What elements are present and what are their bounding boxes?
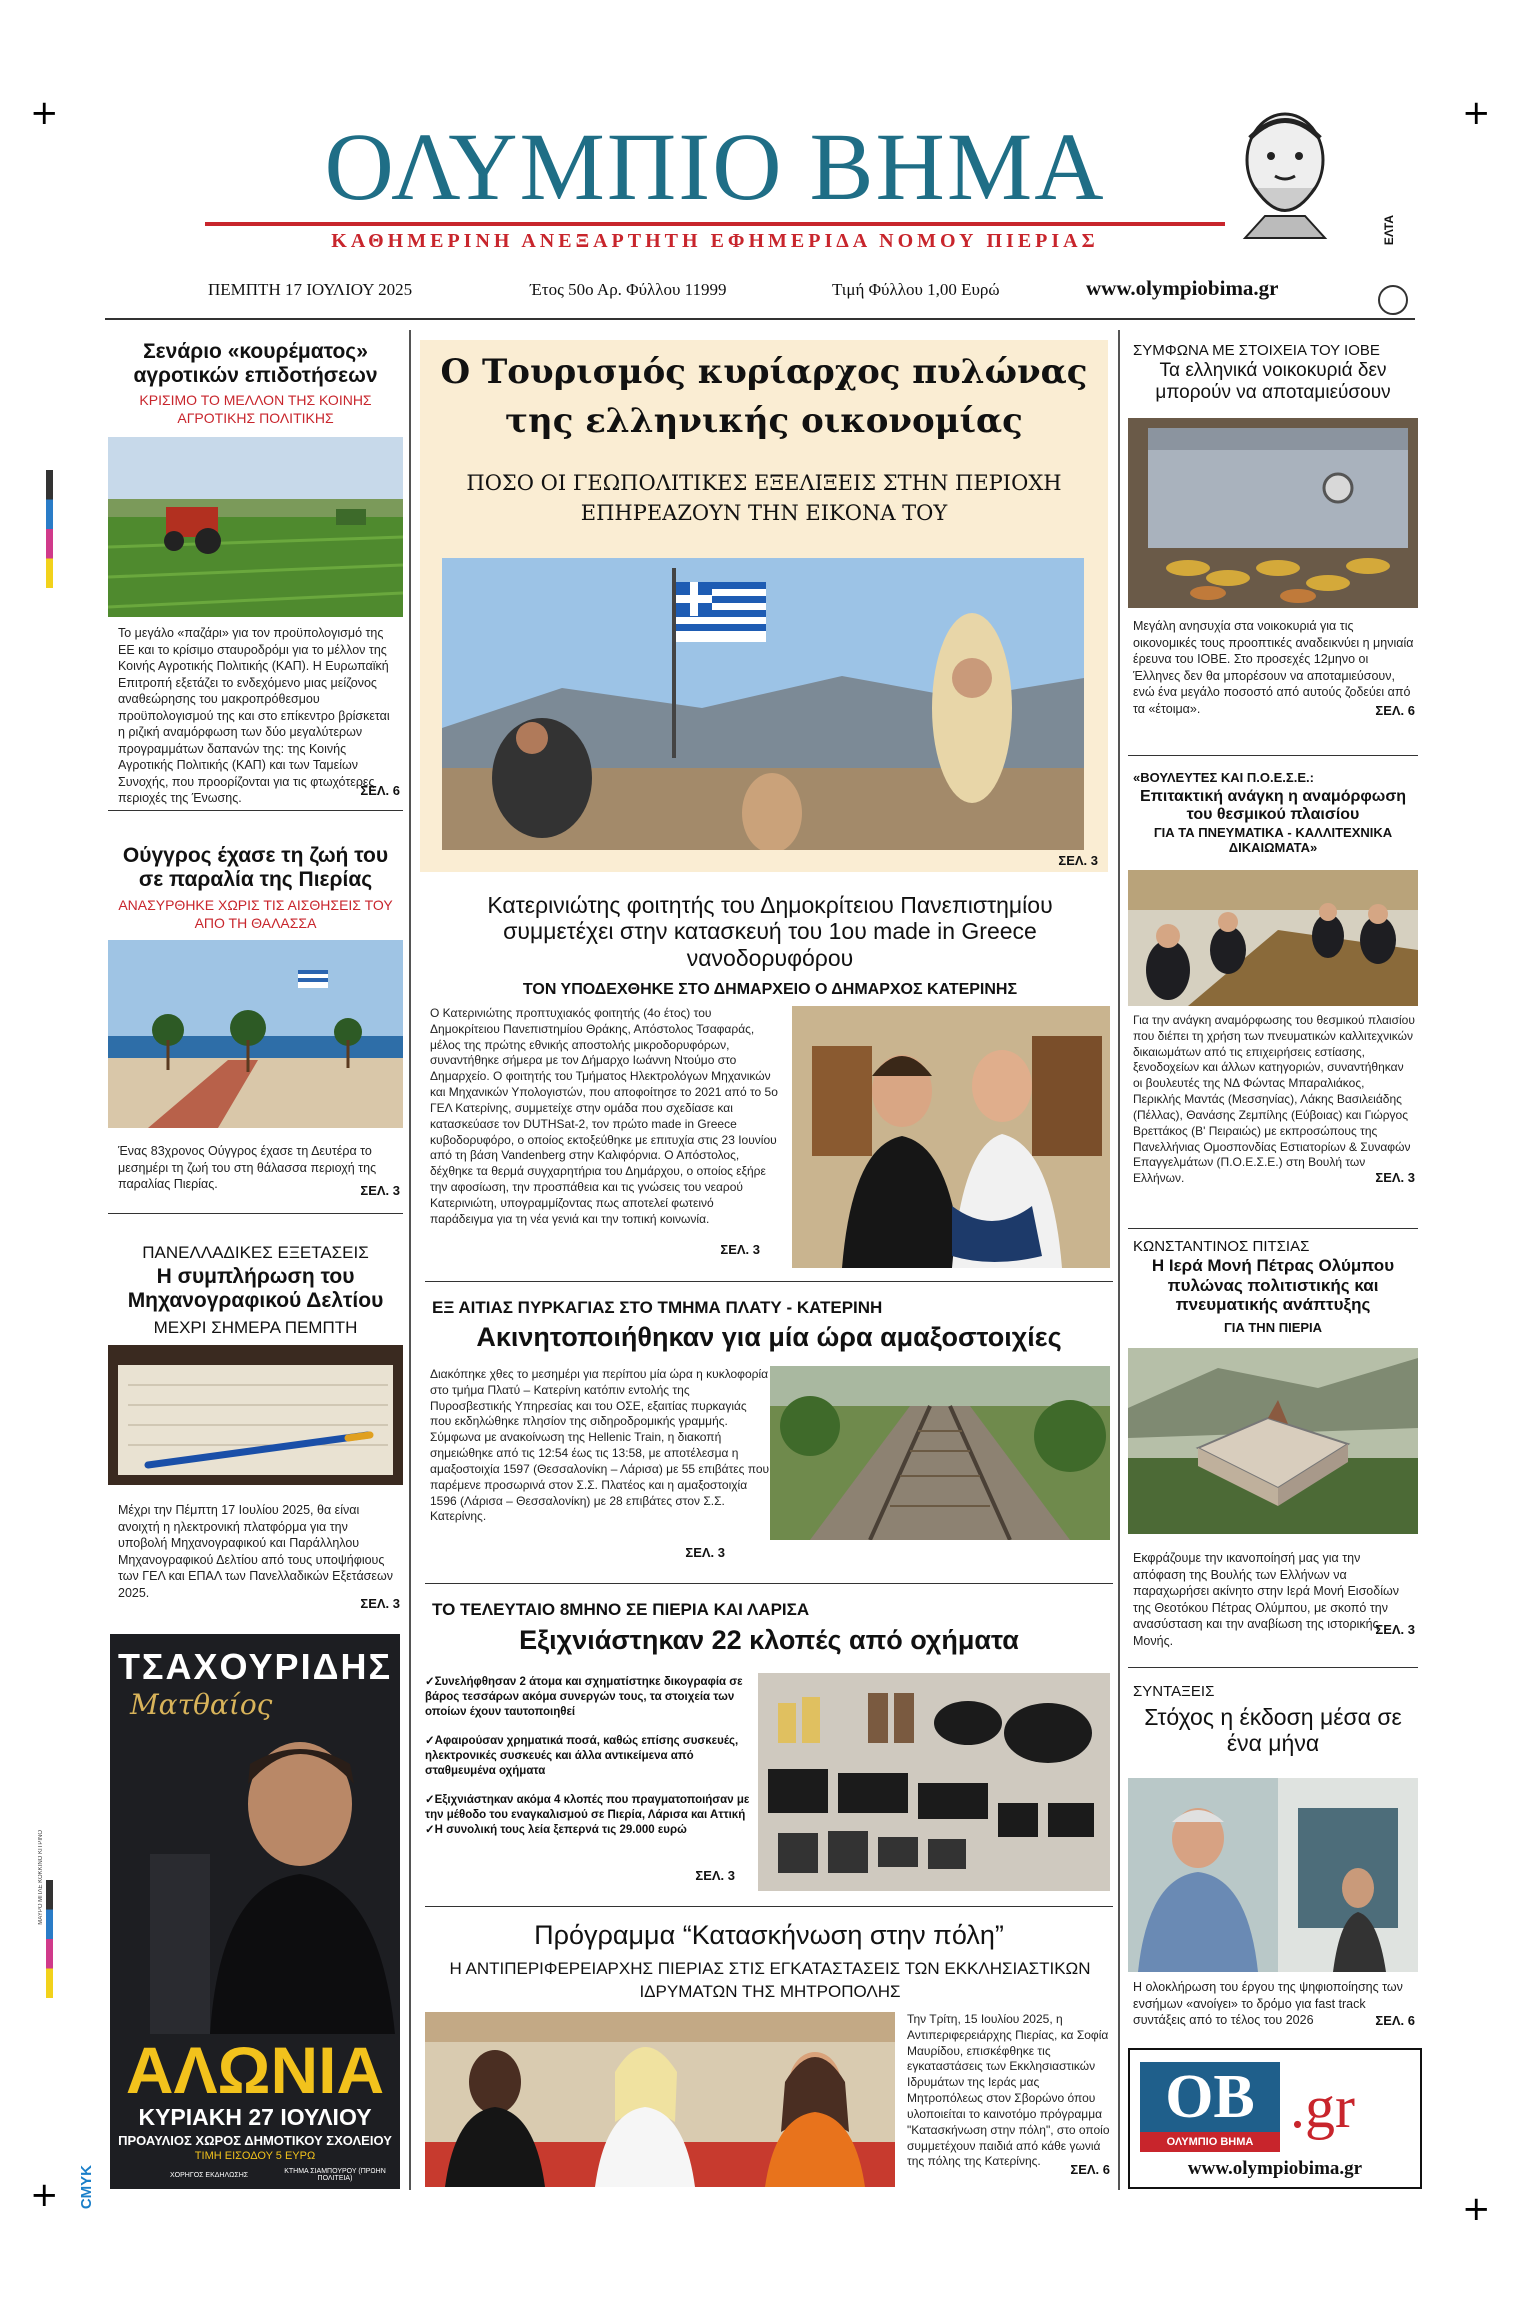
right-rule-1	[1128, 755, 1418, 756]
drowning-page-ref[interactable]: ΣΕΛ. 3	[360, 1183, 400, 1198]
tourism-subheadline: ΠΟΣΟ ΟΙ ΓΕΩΠΟΛΙΤΙΚΕΣ ΕΞΕΛΙΞΕΙΣ ΣΤΗΝ ΠΕΡΙΟΧΗ ΕΠΗΡΕΑΖΟΥΝ ΤΗΝ ΕΙΚΟΝΑ ΤΟΥ	[466, 471, 1062, 526]
tourism-feature-box	[420, 340, 1108, 872]
cmyk-label-side: ΜΑΥΡΟ ΜΠΛΕ ΚΟΚΚΙΝΟ ΚΙΤΡΙΝΟ	[38, 1830, 44, 1925]
elta-badge: ΕΛΤΑ	[1382, 215, 1396, 246]
trains-body: Διακόπηκε χθες το μεσημέρι για περίπου μία ώρα η κυκλοφορία στο τμήμα Πλατύ – Κατερίνη κατόπιν εντολής της Πυροσβεστικής Υπηρεσίας και του ΟΣΕ, εξαιτίας πυρκαγιάς που εκδηλώθηκε πλησίον της σιδηροδρομικής γραμμής. Σύμφωνα με ανακοίνωση της Hellenic Train, η διακοπή σημειώθηκε από τις 12:54 έως τις 13:58, με αποτέλεσμα η αμαξοστοιχία 1597 (Θεσσαλονίκη – Λάρισα) με 55 επιβάτες που παρέμενε προσωρινά στον Σ.Σ. Πλατέος και η αμαξοστοιχία 1596 (Λάρισα – Θεσσαλονίκη) με 28 επιβάτες στον Σ.Σ. Κατερίνης.	[430, 1367, 770, 1524]
cap-body: Το μεγάλο «παζάρι» για τον προϋπολογισμό της ΕΕ και το κρίσιμο σταυροδρόμι για το μέλλον της Κοινής Αγροτικής Πολιτικής (ΚΑΠ). Η Ευρωπαϊκή Επιτροπή εξετάζει το ενδεχόμενο μιας μείζονος αναθεώρησης του μακροπρόθεσμου προϋπολογισμού της και στο επίκεντρο βρίσκεται η ριζική αναμόρφωση των δύο μεγαλύτερων προγραμμάτων δαπανών της: της Κοινής Αγροτικής Πολιτικής (ΚΑΠ) και των Ταμείων Συνοχής, που προορίζονται για τις φτωχότερες περιοχές της Ένωσης.	[118, 626, 390, 805]
issue-date: ΠΕΜΠΤΗ 17 ΙΟΥΛΙΟΥ 2025	[208, 280, 413, 299]
iove-kicker: ΣΥΜΦΩΝΑ ΜΕ ΣΤΟΙΧΕΙΑ ΤΟΥ ΙΟΒΕ	[1133, 342, 1380, 359]
student-subheadline: ΤΟΝ ΥΠΟΔΕΧΘΗΚΕ ΣΤΟ ΔΗΜΑΡΧΕΙΟ Ο ΔΗΜΑΡΧΟΣ ΚΑΤΕΡΙΝΗΣ	[522, 981, 1018, 998]
stamp-icon	[1378, 285, 1408, 315]
camp-visit-photo	[425, 2012, 895, 2187]
student-page-ref[interactable]: ΣΕΛ. 3	[720, 1242, 760, 1257]
tourism-headline[interactable]: Ο Τουρισμός κυρίαρχος πυλώνας της ελληνικής οικονομίας	[440, 352, 1088, 442]
iove-headline[interactable]: Τα ελληνικά νοικοκυριά δεν μπορούν να αποταμιεύσουν	[1155, 360, 1391, 403]
ob-logo-text: ΟΒ	[1165, 2063, 1255, 2131]
monastery-page-ref[interactable]: ΣΕΛ. 3	[1375, 1622, 1415, 1637]
issue-number: Έτος 50ο Αρ. Φύλλου 11999	[530, 280, 727, 299]
exam-form-photo	[108, 1345, 403, 1485]
drowning-subheadline: ΑΝΑΣΥΡΘΗΚΕ ΧΩΡΙΣ ΤΙΣ ΑΙΣΘΗΣΕΙΣ ΤΟΥ ΑΠΟ ΤΗ ΘΑΛΑΣΣΑ	[118, 897, 393, 931]
center-rule-3	[425, 1906, 1113, 1907]
savings-coins-photo	[1128, 418, 1418, 608]
cap-subheadline: ΚΡΙΣΙΜΟ ΤΟ ΜΕΛΛΟΝ ΤΗΣ ΚΟΙΝΗΣ ΑΓΡΟΤΙΚΗΣ ΠΟΛΙΤΙΚΗΣ	[139, 392, 372, 426]
ad-ticket-price: ΤΙΜΗ ΕΙΣΟΔΟΥ 5 ΕΥΡΩ	[194, 2150, 316, 2162]
syntaxeis-body: Η ολοκλήρωση του έργου της ψηφιοποίησης των ενσήμων «ανοίγει» το δρόμο για fast track συντάξεις από το τέλος του 2026	[1133, 1980, 1403, 2027]
trains-kicker: ΕΞ ΑΙΤΙΑΣ ΠΥΡΚΑΓΙΑΣ ΣΤΟ ΤΜΗΜΑ ΠΛΑΤΥ - ΚΑΤΕΡΙΝΗ	[432, 1298, 883, 1317]
ob-logo-box	[1140, 2062, 1280, 2152]
center-rule-2	[425, 1583, 1113, 1584]
syntaxeis-kicker: ΣΥΝΤΑΞΕΙΣ	[1133, 1683, 1215, 1700]
ad-venue-detail: ΠΡΟΑΥΛΙΟΣ ΧΩΡΟΣ ΔΗΜΟΤΙΚΟΥ ΣΧΟΛΕΙΟΥ	[118, 2133, 392, 2148]
trains-headline[interactable]: Ακινητοποιήθηκαν για μία ώρα αμαξοστοιχίες	[476, 1322, 1062, 1352]
concert-advertisement[interactable]	[110, 1634, 400, 2189]
poese-page-ref[interactable]: ΣΕΛ. 3	[1375, 1170, 1415, 1185]
masthead-rule	[105, 318, 1415, 320]
drowning-headline[interactable]: Ούγγρος έχασε τη ζωή του σε παραλία της Πιερίας	[122, 844, 389, 892]
camp-headline[interactable]: Πρόγραμμα “Κατασκήνωση στην πόλη”	[534, 1920, 1004, 1950]
trains-page-ref[interactable]: ΣΕΛ. 3	[685, 1545, 725, 1560]
color-bar-top	[46, 470, 53, 588]
student-body: Ο Κατερινιώτης προπτυχιακός φοιτητής (4ο έτος) του Δημοκρίτειου Πανεπιστημίου Θράκης, Απόστολος Τσαφαράς, μέλος της πρώτης εθνικής αποστολής μικροδορυφόρων, συναντήθηκε σήμερα με τον Δήμαρχο Ιωάννη Ντούμο στο Δημαρχείο. Ο φοιτητής του Τμήματος Ηλεκτρολόγων Μηχανικών και Μηχανικών Υπολογιστών, που αποφοίτησε το 2021 από το 5ο ΓΕΛ Κατερίνης, συμμετείχε στην ομάδα που σχεδίασε και κατασκεύασε τον DUTHSat-2, τον πρώτο made in Greece κυβοδορυφόρο, ο οποίος εκτοξεύθηκε με επιτυχία στις 23 Ιουνίου από τη βάση Vandenberg στην Καλιφόρνια. Ο Απόστολος, δέχθηκε τα θερμά συγχαρητήρια του Δημάρχου, ο οποίος εξήρε την αφοσίωση, την προσπάθεια και τις γνώσεις του νεαρού Κατερινιώτη, υπογραμμίζοντας πως αποτελεί φωτεινό παράδειγμα για τη νέα γενιά και την τοπική κοινωνία.	[430, 1006, 778, 1226]
crop-mark-top-left: +	[30, 93, 59, 133]
right-rule-2	[1128, 1228, 1418, 1229]
ad-artist-name: ΤΣΑΧΟΥΡΙΔΗΣ	[117, 1646, 393, 1687]
poese-headline[interactable]: Επιτακτική ανάγκη η αναμόρφωση του θεσμικού πλαισίου	[1139, 788, 1407, 824]
thefts-bullet: ✓Εξιχνιάστηκαν ακόμα 4 κλοπές που πραγματοποιήσαν με την μέθοδο του εναγκαλισμού σε Πιερία, Λάρισα και Αττική	[425, 1793, 750, 1821]
issue-price: Τιμή Φύλλου 1,00 Ευρώ	[832, 280, 1000, 299]
exams-body: Μέχρι την Πέμπτη 17 Ιουλίου 2025, θα είναι ανοιχτή η ηλεκτρονική πλατφόρμα για την υποβολή Μηχανογραφικού και Παράλληλου Μηχανογραφικού Δελτίου από τους υποψήφιους των ΓΕΛ και ΕΠΑΛ των Πανελλαδικών Εξετάσεων 2025.	[118, 1503, 393, 1600]
ob-ad-url: www.olympiobima.gr	[1187, 2158, 1363, 2179]
railway-tracks-photo	[770, 1366, 1110, 1540]
monastery-kicker: ΚΩΝΣΤΑΝΤΙΝΟΣ ΠΙΤΣΙΑΣ	[1133, 1238, 1310, 1255]
masthead-website[interactable]: www.olympiobima.gr	[1086, 276, 1279, 300]
iove-page-ref[interactable]: ΣΕΛ. 6	[1375, 703, 1415, 718]
thefts-headline[interactable]: Εξιχνιάστηκαν 22 κλοπές από οχήματα	[519, 1625, 1019, 1655]
pensioner-photo	[1128, 1778, 1418, 1972]
poese-body: Για την ανάγκη αναμόρφωσης του θεσμικού πλαισίου που διέπει τη χρήση των πνευματικών καλλιτεχνικών δικαιωμάτων από τις επιχειρήσεις εστίασης, ξενοδοχείων και άλλων κατηγοριών, συναντήθηκαν οι βουλευτές της ΝΔ Φώντας Μπαραλιάκος, Περικλής Μαντάς (Μεσσηνίας), Λάκης Βασιλειάδης (Πέλλας), Θανάσης Ζεμπίλης (Εύβοιας) και Γιώργος Βρεττάκος (Β' Πειραιώς) με εκπροσώπους της Πανελλήνιας Ομοσπονδίας Εστιατορίων & Συναφών Επαγγελμάτων (Π.Ο.Ε.Σ.Ε.) στη Βουλή των Ελλήνων.	[1133, 1013, 1415, 1186]
ad-event-date: ΚΥΡΙΑΚΗ 27 ΙΟΥΛΙΟΥ	[138, 2104, 372, 2130]
camp-body: Την Τρίτη, 15 Ιουλίου 2025, η Αντιπεριφερειάρχης Πιερίας, κα Σοφία Μαυρίδου, επισκέφθηκε τις εγκαταστάσεις των Εκκλησιαστικών Ιδρυμάτων της Ιεράς μας Μητροπόλεως στον Σβορώνο όπου υλοποιείται το καινοτόμο πρόγραμμα "Κατασκήνωση στην πόλη", στο οποίο συμμετέχουν παιδιά από κάθε γωνιά της πόλης της Κατερίνης.	[907, 2012, 1110, 2169]
left-rule-1	[108, 810, 403, 811]
monastery-photo	[1128, 1348, 1418, 1534]
tourism-page-ref[interactable]: ΣΕΛ. 3	[1058, 853, 1098, 868]
ob-logo-tld: .gr	[1290, 2074, 1355, 2140]
ad-venue-name: ΑΛΩΝΙΑ	[125, 2033, 385, 2107]
olympiobima-website-ad[interactable]	[1128, 2048, 1422, 2189]
masthead-red-rule	[205, 222, 1225, 226]
monastery-subheadline: ΓΙΑ ΤΗΝ ΠΙΕΡΙΑ	[1223, 1320, 1323, 1335]
iove-body: Μεγάλη ανησυχία στα νοικοκυριά για τις οικονομικές τους προοπτικές αναδεικνύει η μηνιαία έρευνα του ΙΟΒΕ. Στο προσεχές 12μηνο οι Έλληνες δεν θα μπορέσουν να αποταμιεύσουν, ενώ ένα μεγάλο ποσοστό από αυτούς ζοδεύει από τα «έτοιμα».	[1133, 619, 1414, 716]
syntaxeis-page-ref[interactable]: ΣΕΛ. 6	[1375, 2013, 1415, 2028]
exams-headline[interactable]: Η συμπλήρωση του Μηχανογραφικού Δελτίου	[127, 1265, 384, 1313]
crop-mark-bottom-right: +	[1462, 2189, 1491, 2229]
poese-subheadline: ΓΙΑ ΤΑ ΠΝΕΥΜΑΤΙΚΑ - ΚΑΛΛΙΤΕΧΝΙΚΑ ΔΙΚΑΙΩΜΑΤΑ»	[1153, 825, 1393, 855]
monastery-headline[interactable]: Η Ιερά Μονή Πέτρας Ολύμπου πυλώνας πολιτιστικής και πνευματικής ανάπτυξης	[1151, 1256, 1395, 1315]
cap-page-ref[interactable]: ΣΕΛ. 6	[360, 783, 400, 798]
zeus-bust-logo	[1225, 98, 1345, 248]
beach-photo	[108, 940, 403, 1128]
left-rule-2	[108, 1213, 403, 1214]
cap-headline[interactable]: Σενάριο «κουρέματος» αγροτικών επιδοτήσεων	[133, 340, 378, 388]
masthead-title: ΟΛΥΜΠΙΟ ΒΗΜΑ	[324, 113, 1106, 220]
camp-page-ref[interactable]: ΣΕΛ. 6	[1070, 2162, 1110, 2177]
ad-sponsor-name: ΚΤΗΜΑ ΣΙΑΜΠΟΥΡΟΥ (ΠΡΩΗΝ ΠΟΛΙΤΕΙΑ)	[284, 2168, 386, 2182]
exams-subheadline: ΜΕΧΡΙ ΣΗΜΕΡΑ ΠΕΜΠΤΗ	[153, 1318, 358, 1337]
crop-mark-top-right: +	[1462, 93, 1491, 133]
column-divider-right	[1118, 330, 1120, 2190]
poese-kicker: «ΒΟΥΛΕΥΤΕΣ ΚΑΙ Π.Ο.Ε.Σ.Ε.:	[1133, 770, 1314, 785]
thefts-page-ref[interactable]: ΣΕΛ. 3	[695, 1868, 735, 1883]
thefts-kicker: ΤΟ ΤΕΛΕΥΤΑΙΟ 8ΜΗΝΟ ΣΕ ΠΙΕΡΙΑ ΚΑΙ ΛΑΡΙΣΑ	[432, 1600, 810, 1619]
crop-mark-bottom-left: +	[30, 2175, 59, 2215]
ob-logo-name: ΟΛΥΜΠΙΟ ΒΗΜΑ	[1140, 2132, 1280, 2152]
thefts-bullet: ✓Αφαιρούσαν χρηματικά ποσά, καθώς επίσης συσκευές, ηλεκτρονικές συσκευές και άλλα αντικείμενα από σταθμευμένα οχήματα	[425, 1734, 739, 1777]
thefts-bullet: ✓Η συνολική τους λεία ξεπερνά τις 29.000 ευρώ	[425, 1823, 687, 1836]
ad-singer-photo	[150, 1734, 400, 2034]
drowning-body: Ένας 83χρονος Ούγγρος έχασε τη Δευτέρα το μεσημέρι τη ζωή του στη θάλασσα περιοχή της παραλίας Πιερίας.	[118, 1144, 377, 1191]
camp-subheadline: Η ΑΝΤΙΠΕΡΙΦΕΡΕΙΑΡΧΗΣ ΠΙΕΡΙΑΣ ΣΤΙΣ ΕΓΚΑΤΑΣΤΑΣΕΙΣ ΤΩΝ ΕΚΚΛΗΣΙΑΣΤΙΚΩΝ ΙΔΡΥΜΑΤΩΝ ΤΗΣ ΜΗΤΡΟΠΟΛΗΣ	[449, 1959, 1091, 2001]
cmyk-label: CMYK	[78, 2165, 95, 2210]
exams-kicker: ΠΑΝΕΛΛΑΔΙΚΕΣ ΕΞΕΤΑΣΕΙΣ	[142, 1243, 369, 1262]
syntaxeis-headline[interactable]: Στόχος η έκδοση μέσα σε ένα μήνα	[1144, 1704, 1402, 1757]
ad-artist-first-name: Ματθαίος	[130, 1688, 273, 1721]
thefts-bullet: ✓Συνελήφθησαν 2 άτομα και σχηματίστηκε δικογραφία σε βάρος τεσσάρων ακόμα συνεργών τους, τα στοιχεία των οποίων έχουν ταυτοποιηθεί	[425, 1676, 743, 1718]
masthead-subtitle: ΚΑΘΗΜΕΡΙΝΗ ΑΝΕΞΑΡΤΗΤΗ ΕΦΗΜΕΡΙΔΑ ΝΟΜΟΥ ΠΙΕΡΙΑΣ	[331, 230, 1099, 252]
parliament-meeting-photo	[1128, 870, 1418, 1006]
student-headline[interactable]: Κατερινιώτης φοιτητής του Δημοκρίτειου Πανεπιστημίου συμμετέχει στην κατασκευή του 1ου made in Greece νανοδορυφόρου	[487, 892, 1053, 971]
ad-sponsor-label: ΧΟΡΗΓΟΣ ΕΚΔΗΛΩΣΗΣ	[170, 2172, 249, 2179]
exams-page-ref[interactable]: ΣΕΛ. 3	[360, 1596, 400, 1611]
thefts-bullets	[425, 1675, 750, 1837]
student-mayor-photo	[792, 1006, 1110, 1268]
column-divider-left	[409, 330, 411, 2190]
tractor-field-photo	[108, 437, 403, 617]
acropolis-tourists-photo	[442, 558, 1084, 850]
center-rule-1	[425, 1281, 1113, 1282]
color-bar-bottom	[46, 1880, 53, 1998]
monastery-body: Εκφράζουμε την ικανοποίησή μας για την απόφαση της Βουλής των Ελλήνων να παραχωρήσει ακίνητο στην Ιερά Μονή Εισοδίων της Θεοτόκου Πέτρας Ολύμπου, με σκοπό την ανασύσταση και την αναβίωση της ιστορικής Μονής.	[1133, 1551, 1399, 1648]
seized-items-photo	[758, 1673, 1110, 1891]
right-rule-3	[1128, 1667, 1418, 1668]
